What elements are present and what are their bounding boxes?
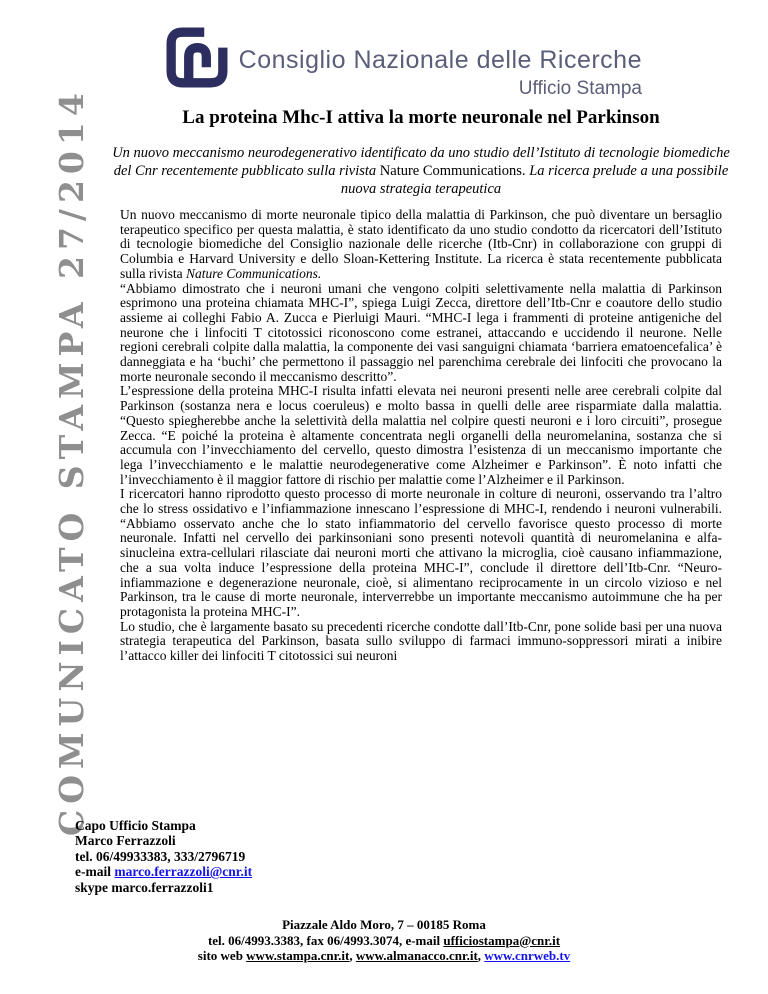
contact-skype: skype marco.ferrazzoli1 — [75, 879, 214, 895]
contact-email-label: e-mail — [75, 864, 115, 880]
footer-address: Piazzale Aldo Moro, 7 – 00185 Roma — [282, 917, 486, 932]
footer-site2-link[interactable]: www.almanacco.cnr.it — [355, 948, 478, 964]
contact-email-line — [75, 864, 252, 879]
subtitle-journal-name: Nature Communications. — [379, 163, 526, 179]
office-name: Ufficio Stampa — [518, 78, 642, 99]
contact-block — [75, 818, 252, 895]
body-p1-journal-name: Nature Communications. — [186, 265, 322, 281]
contact-email-link[interactable]: marco.ferrazzoli@cnr.it — [114, 864, 253, 880]
footer-sep2: , — [477, 948, 485, 964]
footer — [0, 917, 768, 964]
body-paragraph-2: “Abbiamo dimostrato che i neuroni umani che vengono colpiti selettivamente nella malattia di Parkinson esprimono una proteina chiamata MHC-I”, spiega Luigi Zecca, direttore dell’Itb-Cnr e coautore dello studio assieme ai colleghi Fabio A. Zucca e Pierluigi Mauri. “MHC-I lega i frammenti di proteine antigeniche del neurone che i linfociti T citotossici riconoscono come estranei, attaccando e uccidendo il neurone. Nelle regioni cerebrali colpite dalla malattia, la componente dei vasi sanguigni chiamata ‘barriera ematoencefalica’ è danneggiata e ha ‘buchi’ che permettono il passaggio nel parenchima cerebrale dei linfociti che provocano la morte neuronale secondo il meccanismo descritto”. — [120, 280, 722, 384]
body-paragraph-1 — [120, 208, 722, 282]
contact-role: Capo Ufficio Stampa — [75, 818, 196, 833]
footer-tel-line — [0, 933, 768, 949]
vertical-press-release-banner: COMUNICATO STAMPA 27/2014 — [52, 87, 91, 836]
footer-email-link[interactable]: ufficiostampa@cnr.it — [443, 932, 561, 948]
footer-site3-link[interactable]: www.cnrweb.tv — [484, 948, 571, 964]
footer-tel-prefix: tel. 06/4993.3383, fax 06/4993.3074, e-mail — [207, 932, 444, 948]
page-title: La proteina Mhc-I attiva la morte neuronale nel Parkinson — [182, 107, 660, 128]
article-body — [120, 208, 722, 820]
cnr-logo-icon — [166, 27, 228, 89]
body-p1-text: Un nuovo meccanismo di morte neuronale tipico della malattia di Parkinson, che può diventare un bersaglio terapeutico specifico per questa malattia, è stato identificato da uno studio condotto da ricercatori dell’Istituto di tecnologie biomediche del Consiglio nazionale delle ricerche (Itb-Cnr) in collaborazione con gruppi di Columbia e Harvard University e dello Sloan-Kettering Institute. La ricerca è stata recentemente pubblicata sulla rivista — [120, 208, 722, 281]
contact-name: Marco Ferrazzoli — [75, 833, 176, 849]
footer-sito-prefix: sito web — [197, 948, 247, 964]
body-paragraph-4: I ricercatori hanno riprodotto questo processo di morte neuronale in colture di neuroni, osservando tra l’altro che lo stress ossidativo e l’infiammazione innescano l’espressione di MHC-I, rendendo i neuroni vulnerabili. “Abbiamo osservato anche che lo stato infiammatorio del cervello favorisce questo processo di morte neuronale. Infatti nel cervello dei parkinsoniani sono presenti notevoli quantità di neuromelanina e alfa-sinucleina extra-cellulari rilasciate dai neuroni morti che attivano la microglia, cioè causano infiammazione, che a sua volta induce l’espressione della proteina MHC-I”, conclude il direttore dell’Itb-Cnr. “Neuro-infiammazione e degenerazione neuronale, cioè, si alimentano reciprocamente in un circolo vizioso e nel Parkinson, tra le cause di morte neuronale, interverrebbe un importante meccanismo autoimmune che ha per protagonista la proteina MHC-I”. — [120, 486, 722, 619]
contact-tel: tel. 06/49933383, 333/2796719 — [75, 848, 246, 864]
body-paragraph-5: Lo studio, che è largamente basato su precedenti ricerche condotte dall’Itb-Cnr, pone solide basi per una nuova strategia terapeutica del Parkinson, basata sullo sviluppo di farmaci immuno-soppressori mirati a inibire l’attacco killer dei linfociti T citotossici sui neuroni — [120, 618, 722, 664]
footer-sep1: , — [349, 948, 356, 964]
org-name: Consiglio Nazionale delle Ricerche — [238, 46, 642, 74]
subtitle-seg1: Un nuovo meccanismo neurodegenerativo identificato da uno studio dell’Istituto di tecnologie biomediche del Cnr recentemente pubblicato sulla rivista — [112, 145, 730, 179]
footer-sites-line — [0, 948, 768, 964]
footer-site1-link[interactable]: www.stampa.cnr.it — [246, 948, 350, 964]
body-paragraph-3: L’espressione della proteina MHC-I risulta infatti elevata nei neuroni presenti nelle aree cerebrali colpite dal Parkinson (sostanza nera e locus coeruleus) e molto bassa in quelli delle aree risparmiate dalla malattia. “Questo spiegherebbe anche la selettività della malattia nel colpire questi neuroni e i loro circuiti”, prosegue Zecca. “E poiché la proteina è altamente concentrata negli organelli della neuromelanina, sostanza che si accumula con l’invecchiamento del cervello, questo dimostra l’esistenza di un meccanismo importante che lega l’invecchiamento e le malattie neurodegenerative come Alzheimer e Parkinson”. È noto infatti che l’invecchiamento è il maggior fattore di rischio per malattie come l’Alzheimer e il Parkinson. — [120, 383, 722, 487]
subtitle — [110, 144, 732, 198]
subtitle-seg3: La ricerca prelude a una possibile nuova strategia terapeutica — [340, 163, 729, 197]
